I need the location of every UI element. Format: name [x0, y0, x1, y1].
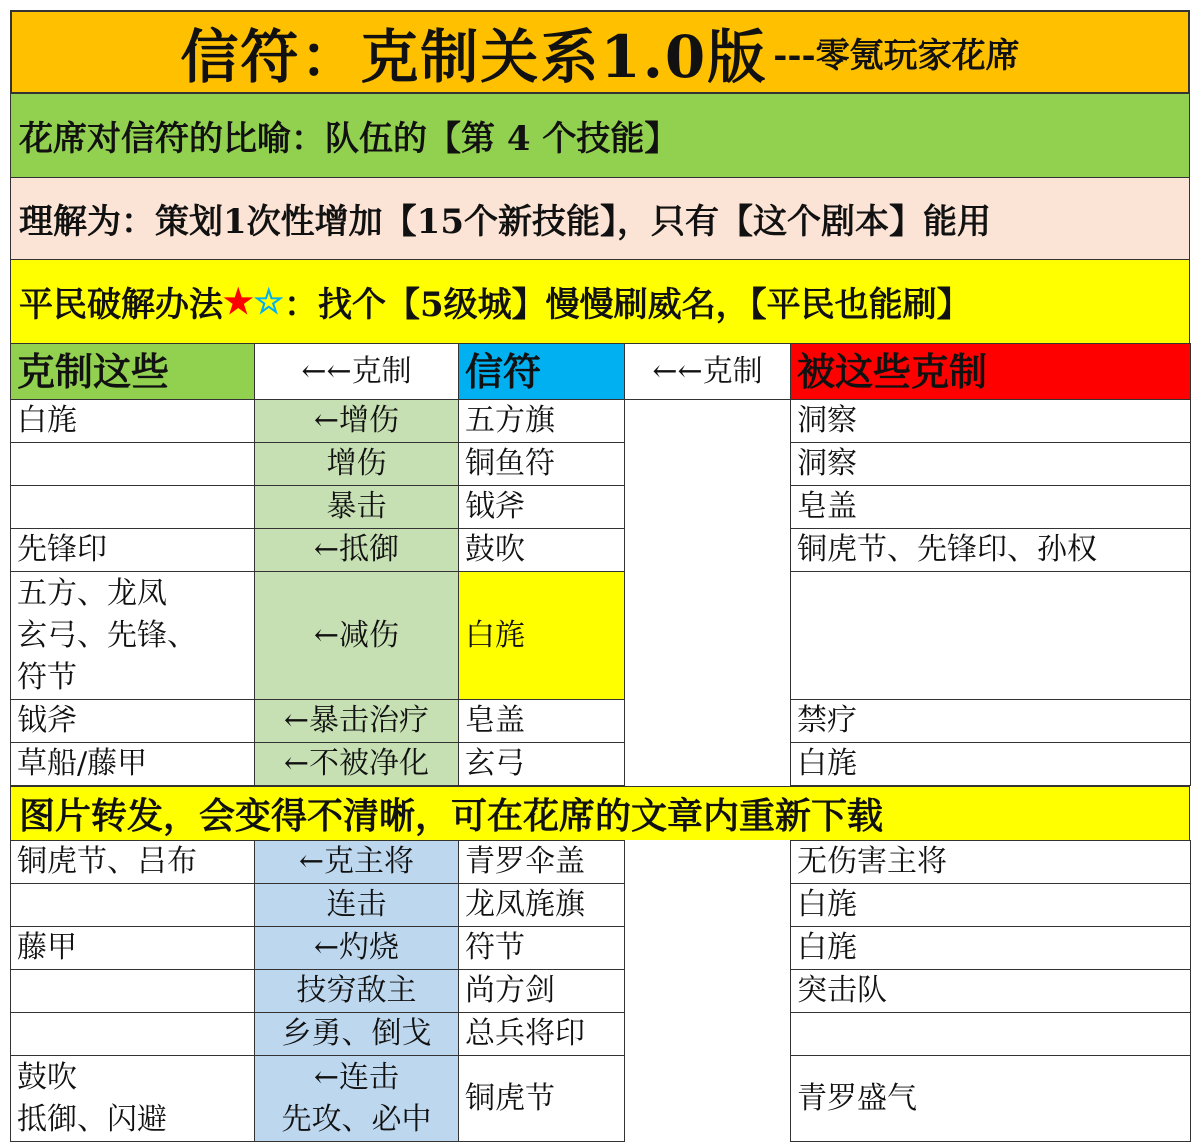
header-counters: 克制这些: [11, 344, 255, 400]
header-item: 信符: [459, 344, 625, 400]
countered-by-cell: [791, 1013, 1191, 1056]
countered-by-cell: 青罗盛气: [791, 1056, 1191, 1142]
counters-line: 五方、龙凤: [17, 575, 167, 611]
spreadsheet: [10, 10, 1190, 1142]
table-row: [11, 443, 1191, 486]
table-row: [11, 486, 1191, 529]
effect-cell: 乡勇、倒戈: [255, 1013, 459, 1056]
countered-by-cell: 皂盖: [791, 486, 1191, 529]
method-suffix: ：找个【5级城】慢慢刷威名，【平民也能刷】: [283, 285, 971, 325]
effect-cell: [255, 1056, 459, 1142]
item-cell: 总兵将印: [459, 1013, 625, 1056]
item-cell: 钺斧: [459, 486, 625, 529]
spacer-column: [625, 841, 791, 1142]
effect-cell: ←暴击治疗: [255, 700, 459, 743]
counters-cell: [11, 970, 255, 1013]
notice-text: 图片转发，会变得不清晰，可在花席的文章内重新下载: [19, 795, 884, 837]
effect-cell: ←减伤: [255, 572, 459, 700]
understand-text: 理解为：策划1次性增加【15个新技能】，只有【这个剧本】能用: [19, 202, 991, 242]
item-cell: 铜虎节: [459, 1056, 625, 1142]
effect-cell: ←抵御: [255, 529, 459, 572]
table-row: [11, 400, 1191, 443]
countered-by-cell: 无伤害主将: [791, 841, 1191, 884]
counters-line: 抵御、闪避: [17, 1101, 167, 1137]
item-cell: 五方旗: [459, 400, 625, 443]
effect-cell: ←克主将: [255, 841, 459, 884]
relation-table-top: [10, 343, 1191, 786]
effect-line: ←连击: [313, 1059, 400, 1095]
item-cell: 符节: [459, 927, 625, 970]
filled-star-icon: ★: [223, 281, 254, 322]
item-cell: 尚方剑: [459, 970, 625, 1013]
effect-cell: ←增伤: [255, 400, 459, 443]
page-title: 信符：克制关系1.0版: [180, 23, 768, 91]
counters-cell: 钺斧: [11, 700, 255, 743]
metaphor-text: 花席对信符的比喻：队伍的【第 4 个技能】: [19, 119, 679, 159]
item-cell: 龙凤旄旗: [459, 884, 625, 927]
counters-line: 符节: [17, 659, 77, 695]
effect-cell: 连击: [255, 884, 459, 927]
effect-cell: ←不被净化: [255, 743, 459, 786]
notice-band: [10, 786, 1190, 840]
effect-line: 先攻、必中: [281, 1101, 432, 1137]
spacer-column: [625, 400, 791, 786]
countered-by-cell: 洞察: [791, 443, 1191, 486]
method-band: [10, 259, 1190, 343]
counters-cell: 白旄: [11, 400, 255, 443]
item-cell: 铜鱼符: [459, 443, 625, 486]
understand-band: [10, 177, 1190, 259]
table-row: [11, 529, 1191, 572]
item-cell: 皂盖: [459, 700, 625, 743]
table-row: [11, 884, 1191, 927]
counters-cell: [11, 1013, 255, 1056]
countered-by-cell: [791, 572, 1191, 700]
countered-by-cell: 突击队: [791, 970, 1191, 1013]
counters-line: 玄弓、先锋、: [17, 617, 197, 653]
counters-cell: 藤甲: [11, 927, 255, 970]
countered-by-cell: 禁疗: [791, 700, 1191, 743]
hollow-star-icon: ☆: [253, 281, 284, 322]
metaphor-band: [10, 93, 1190, 177]
counters-cell: [11, 486, 255, 529]
effect-cell: 增伤: [255, 443, 459, 486]
countered-by-cell: 白旄: [791, 743, 1191, 786]
table-row: [11, 700, 1191, 743]
countered-by-cell: 白旄: [791, 927, 1191, 970]
table-row: [11, 927, 1191, 970]
item-cell: 鼓吹: [459, 529, 625, 572]
counters-line: 鼓吹: [17, 1059, 77, 1095]
effect-cell: 技穷敌主: [255, 970, 459, 1013]
effect-cell: ←灼烧: [255, 927, 459, 970]
item-cell: 白旄: [459, 572, 625, 700]
table-row: [11, 841, 1191, 884]
item-cell: 玄弓: [459, 743, 625, 786]
counters-cell: 先锋印: [11, 529, 255, 572]
counters-cell: [11, 884, 255, 927]
header-countered-by: 被这些克制: [791, 344, 1191, 400]
table-row: [11, 970, 1191, 1013]
countered-by-cell: 白旄: [791, 884, 1191, 927]
counters-cell: 铜虎节、吕布: [11, 841, 255, 884]
countered-by-cell: 洞察: [791, 400, 1191, 443]
counters-cell: 草船/藤甲: [11, 743, 255, 786]
method-prefix: 平民破解办法: [19, 285, 223, 325]
countered-by-cell: 铜虎节、先锋印、孙权: [791, 529, 1191, 572]
relation-table-bottom: [10, 840, 1191, 1142]
counters-cell: [11, 572, 255, 700]
table-row: [11, 1056, 1191, 1142]
table-row: [11, 743, 1191, 786]
table-row: [11, 1013, 1191, 1056]
header-arrow-left: ←←克制: [255, 344, 459, 400]
header-arrow-right: ←←克制: [625, 344, 791, 400]
header-row: [11, 344, 1191, 400]
title-band: [10, 10, 1190, 93]
table-row: [11, 572, 1191, 700]
effect-cell: 暴击: [255, 486, 459, 529]
item-cell: 青罗伞盖: [459, 841, 625, 884]
counters-cell: [11, 1056, 255, 1142]
counters-cell: [11, 443, 255, 486]
page-subtitle: ---零氪玩家花席: [773, 35, 1020, 76]
